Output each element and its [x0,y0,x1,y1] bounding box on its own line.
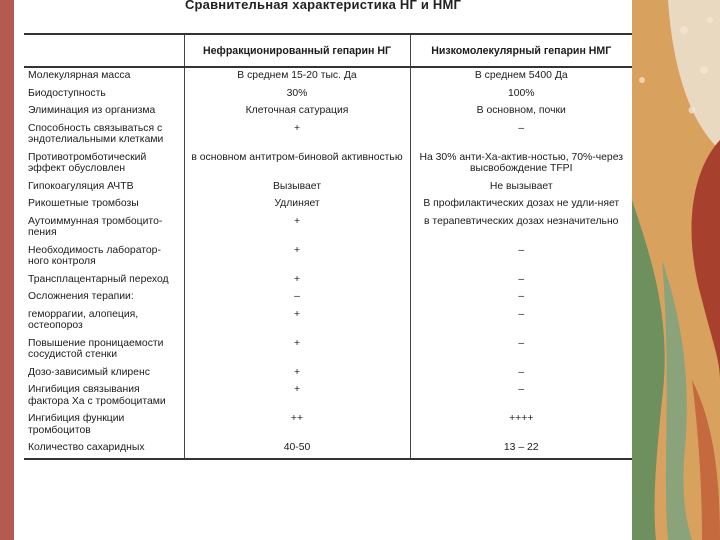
row-property-name: Осложнения терапии: [28,291,134,302]
row-property-name: Элиминация из организма [28,105,156,116]
row-nmg-value: 100% [507,87,535,99]
decorative-shapes [632,0,720,540]
row-property-name: Ингибиция функции тромбоцитов [28,413,125,436]
row-nmg-value: Не вызывает [489,180,553,192]
table-row [24,196,632,214]
row-property-name: Количество сахаридных [24,440,184,459]
table-row [24,336,632,365]
row-property-name: Способность связываться с эндотелиальными клетками [28,122,164,145]
row-ng-value: + [184,121,410,150]
row-property-name: Противотромботический эффект обусловлен [28,151,147,174]
row-nmg-value: – [518,337,525,349]
row-ng-value: + [184,307,410,336]
table-row [24,179,632,197]
row-nmg-value: – [518,244,525,256]
table-row [24,382,632,411]
row-ng-value: + [184,365,410,383]
table-row [24,214,632,243]
comparison-table [24,33,632,460]
row-nmg-value: – [518,366,525,378]
row-property-name: Биодоступность [28,87,106,99]
row-nmg-value: – [518,122,525,134]
row-property-name: Молекулярная масса [28,70,131,81]
row-ng-value: + [184,272,410,290]
row-nmg-value: В основном, почки [476,105,566,116]
row-ng-value: Удлиняет [184,196,410,214]
row-property-name: Гипокоагуляция АЧТВ [28,180,134,192]
header-empty [24,34,184,67]
table-row [24,307,632,336]
table-row [24,86,632,104]
row-nmg-value: – [518,384,525,395]
row-property-name: Дозо-зависимый клиренс [28,366,150,378]
table-row [24,67,632,86]
table-row [24,411,632,440]
row-ng-value: + [184,214,410,243]
row-property-name: Необходимость лаборатор-ного контроля [28,244,161,267]
table-row [24,150,632,179]
row-nmg-value: ++++ [509,413,534,424]
header-ng: Нефракционированный гепарин НГ [184,34,410,67]
row-nmg-value: в терапевтических дозах незначительно [424,215,619,227]
table-row [24,103,632,121]
table-row [24,289,632,307]
row-nmg-value: – [518,273,525,285]
row-ng-value: + [184,382,410,411]
table-header-row [24,34,632,67]
row-ng-value: + [184,336,410,365]
row-property-name: Трансплацентарный переход [28,273,169,285]
row-ng-value: ++ [184,411,410,440]
row-property-name: Аутоиммунная тромбоцито-пения [28,215,163,238]
table-row [24,121,632,150]
row-ng-value: Клеточная сатурация [184,103,410,121]
table-row [24,243,632,272]
row-nmg-value: – [518,308,525,320]
row-nmg-value: В среднем 5400 Да [474,70,568,81]
row-property-name: Ингибиция связывания фактора Ха с тромбоцитами [28,384,166,407]
header-nmg: Низкомолекулярный гепарин НМГ [410,34,632,67]
row-nmg-value: В профилактических дозах не удли-няет [423,198,620,209]
row-nmg-value: – [518,291,525,302]
row-property-name: Рикошетные тромбозы [28,198,139,209]
row-ng-value: + [184,243,410,272]
row-ng-value: В среднем 15-20 тыс. Да [184,67,410,86]
row-nmg-value: 13 – 22 [410,440,632,459]
document-page [14,0,632,540]
left-decor-band [0,0,14,540]
row-property-name: Повышение проницаемости сосудистой стенки [28,337,164,360]
row-ng-value: Вызывает [184,179,410,197]
page-title: Сравнительная характеристика НГ и НМГ [184,0,462,12]
row-nmg-value: На 30% анти-Ха-актив-ностью, 70%-через высвобождение TFPI [419,151,624,174]
table-row [24,272,632,290]
table-row [24,440,632,459]
row-ng-value: в основном антитром-биновой активностью [184,150,410,179]
row-ng-value: 40-50 [184,440,410,459]
decorative-border [632,0,720,540]
table-row [24,365,632,383]
row-property-name: геморрагии, алопеция, остеопороз [28,308,139,331]
row-ng-value: – [184,289,410,307]
row-ng-value: 30% [184,86,410,104]
